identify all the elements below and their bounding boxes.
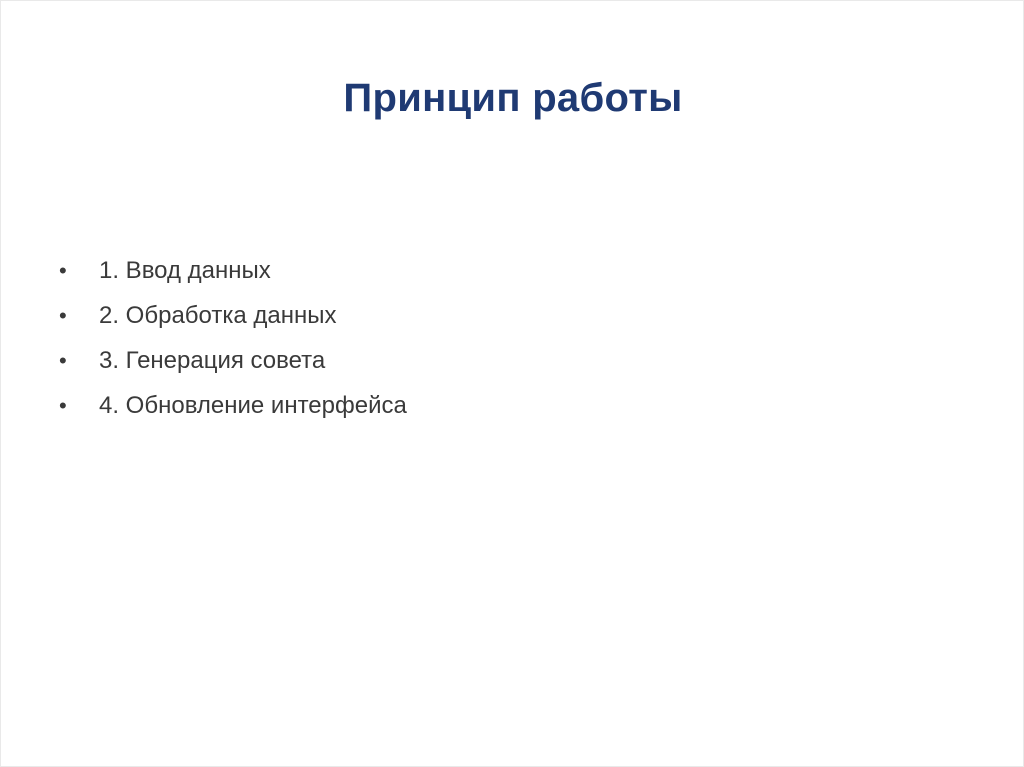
list-item-text: 3. Генерация совета [99, 346, 326, 374]
slide-title: Принцип работы [343, 76, 683, 120]
bullet-icon: • [59, 302, 67, 328]
list-item-text: 2. Обработка данных [99, 301, 337, 329]
bullet-icon: • [59, 347, 67, 373]
bullet-list [59, 248, 407, 428]
list-item-text: 4. Обновление интерфейса [99, 391, 407, 419]
list-item [59, 248, 407, 293]
bullet-icon: • [59, 392, 67, 418]
list-item [59, 293, 407, 338]
list-item-text: 1. Ввод данных [99, 256, 271, 284]
list-item [59, 338, 407, 383]
list-item [59, 383, 407, 428]
bullet-icon: • [59, 257, 67, 283]
